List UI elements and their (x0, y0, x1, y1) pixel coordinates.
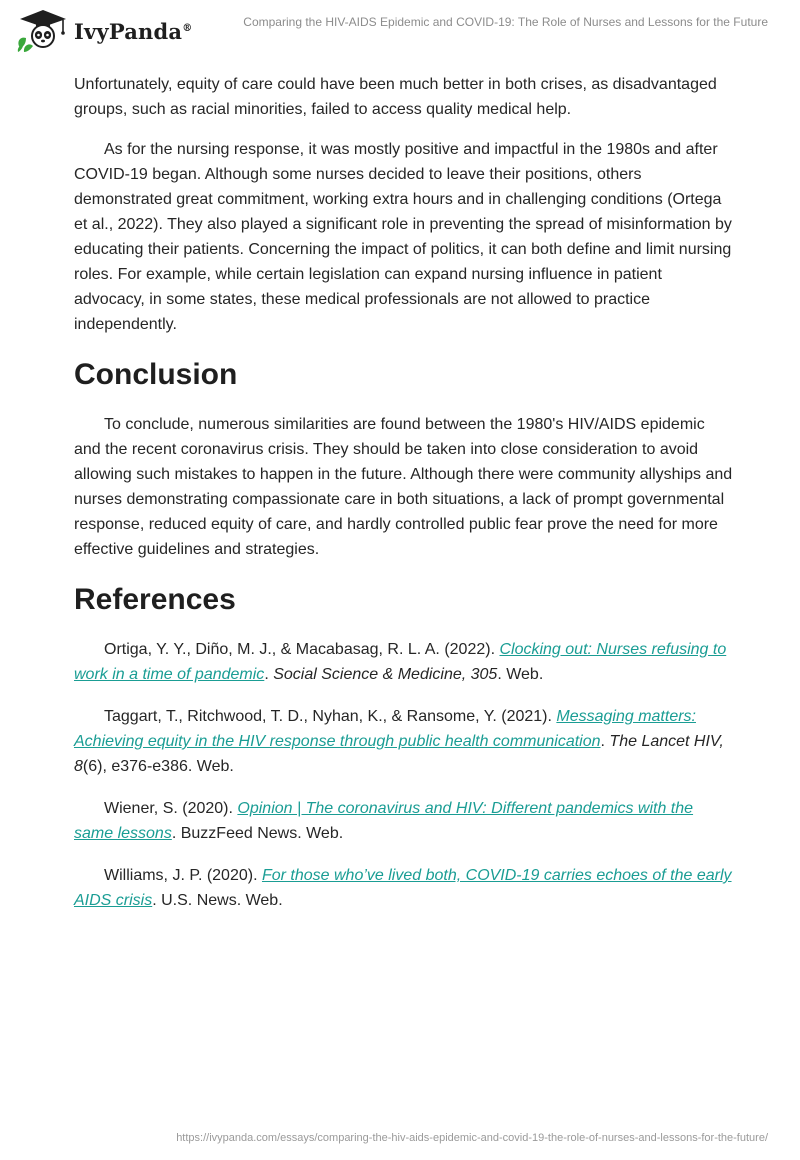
body-paragraph: Unfortunately, equity of care could have been much better in both crises, as disadvantaged groups, such as racial minorities, failed to access quality medical help. (74, 76, 717, 118)
source-url[interactable]: https://ivypanda.com/essays/comparing-the-hiv-aids-epidemic-and-covid-19-the-role-of-nurses-and-lessons-for-the-future/ (176, 1132, 768, 1144)
body-paragraph: As for the nursing response, it was mostly positive and impactful in the 1980s and after COVID-19 began. Although some nurses decided to leave their positions, others demonstrated great commitment, working extra hours and in challenging conditions (Ortega et al., 2022). They also played a significant role in preventing the spread of misinformation by educating their patients. Concerning the impact of politics, it can both define and limit nursing roles. For example, while certain legislation can expand nursing influence in patient advocacy, in some states, these medical professionals are not allowed to practice independently. (74, 141, 732, 333)
conclusion-heading: Conclusion (74, 358, 238, 391)
ivypanda-logo[interactable] (14, 8, 192, 54)
essay-content (74, 72, 734, 913)
references-heading: References (74, 583, 236, 616)
reference-entry: Wiener, S. (2020). Opinion | The coronavirus and HIV: Different pandemics with the same lessons. BuzzFeed News. Web. (74, 800, 694, 842)
page-header (0, 0, 800, 60)
reference-entry: Taggart, T., Ritchwood, T. D., Nyhan, K., & Ransome, Y. (2021). Messaging matters: Achieving equity in the HIV response through public health communication. The Lancet HIV, 8(6), e376-e386. Web. (74, 708, 724, 775)
document-title: Comparing the HIV-AIDS Epidemic and COVID-19: The Role of Nurses and Lessons for the Future (243, 15, 768, 29)
reference-list (74, 637, 734, 913)
conclusion-paragraph: To conclude, numerous similarities are found between the 1980's HIV/AIDS epidemic and the recent coronavirus crisis. They should be taken into close consideration to avoid allowing such mistakes to happen in the future. Although there were community allyships and nurses demonstrating compassionate care in both situations, a lack of prompt governmental response, reduced equity of care, and hardly controlled public fear prove the need for more effective guidelines and strategies. (74, 416, 733, 558)
reference-link[interactable]: Messaging matters: Achieving equity in the HIV response through public health communication (74, 708, 696, 750)
reference-entry: Williams, J. P. (2020). For those who’ve lived both, COVID-19 carries echoes of the early AIDS crisis. U.S. News. Web. (74, 867, 732, 909)
reference-link[interactable]: Clocking out: Nurses refusing to work in a time of pandemic (74, 641, 727, 683)
reference-link[interactable]: Opinion | The coronavirus and HIV: Different pandemics with the same lessons (74, 800, 694, 842)
panda-graduate-icon (14, 8, 72, 54)
brand-name: IvyPanda® (74, 18, 193, 44)
reference-entry: Ortiga, Y. Y., Diño, M. J., & Macabasag, R. L. A. (2022). Clocking out: Nurses refusing to work in a time of pandemic. Social Science & Medicine, 305. Web. (74, 641, 727, 683)
reference-link[interactable]: For those who’ve lived both, COVID-19 carries echoes of the early AIDS crisis (74, 867, 732, 909)
